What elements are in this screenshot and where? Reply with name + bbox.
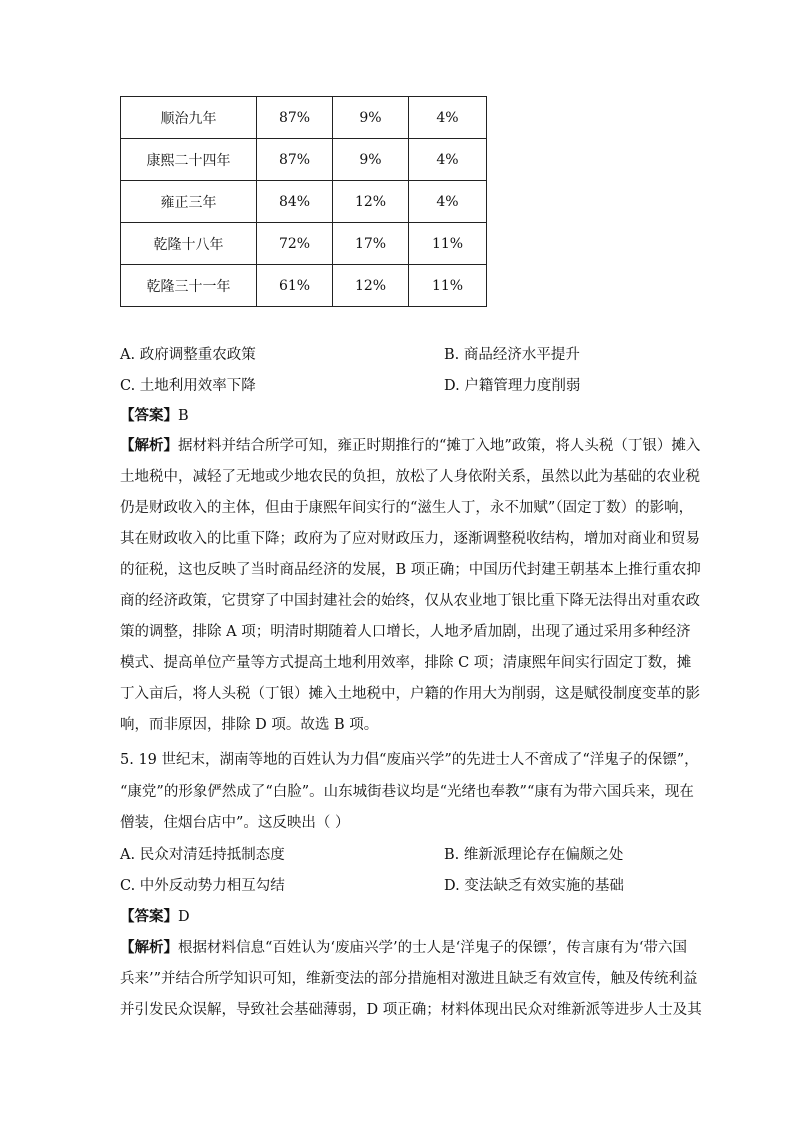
q4-option-b: B. 商品经济水平提升 <box>444 347 580 363</box>
table-cell: 11% <box>409 265 487 307</box>
table-cell: 12% <box>333 265 409 307</box>
q5-analysis-line <box>120 938 687 958</box>
table-cell: 72% <box>257 223 333 265</box>
table-cell: 4% <box>409 181 487 223</box>
q5-option-d: D. 变法缺乏有效实施的基础 <box>444 878 624 894</box>
q5-stem-line: 僧装，住烟台店中”。这反映出（ ） <box>120 815 350 831</box>
q5-analysis-line: 兵来’”并结合所学知识可知，维新变法的部分措施相对激进且缺乏有效宣传，触及传统利益 <box>120 971 698 987</box>
analysis-label: 【解析】 <box>120 939 178 956</box>
table-cell: 11% <box>409 223 487 265</box>
table-row <box>121 181 487 223</box>
table-cell: 顺治九年 <box>121 97 257 139</box>
q4-analysis-line: 响，而非原因，排除 D 项。故选 B 项。 <box>120 717 379 733</box>
tax-ratio-table <box>120 96 487 307</box>
q5-answer <box>120 907 190 927</box>
table-cell: 雍正三年 <box>121 181 257 223</box>
q4-analysis-line: 仍是财政收入的主体，但由于康熙年间实行的“滋生人丁，永不加赋”（固定丁数）的影响， <box>120 500 694 516</box>
q5-option-c: C. 中外反动势力相互勾结 <box>120 878 285 894</box>
q4-analysis-line <box>120 436 700 456</box>
table-cell: 康熙二十四年 <box>121 139 257 181</box>
q4-answer <box>120 406 189 426</box>
table-cell: 12% <box>333 181 409 223</box>
table-cell: 17% <box>333 223 409 265</box>
q5-option-a: A. 民众对清廷持抵制态度 <box>120 847 285 863</box>
q5-option-b: B. 维新派理论存在偏颇之处 <box>444 847 624 863</box>
q4-analysis-line: 土地税中，减轻了无地或少地农民的负担，放松了人身依附关系，虽然以此为基础的农业税 <box>120 469 700 485</box>
table-cell: 87% <box>257 97 333 139</box>
table-cell: 9% <box>333 139 409 181</box>
q4-analysis-line: 丁入亩后，将人头税（丁银）摊入土地税中，户籍的作用大为削弱，这是赋役制度变革的影 <box>120 686 700 702</box>
table-row <box>121 139 487 181</box>
table-cell: 61% <box>257 265 333 307</box>
answer-value: D <box>178 909 190 925</box>
q4-analysis-line: 其在财政收入的比重下降；政府为了应对财政压力，逐渐调整税收结构，增加对商业和贸易 <box>120 531 700 547</box>
table-row <box>121 265 487 307</box>
table-cell: 4% <box>409 97 487 139</box>
q4-option-a: A. 政府调整重农政策 <box>120 347 256 363</box>
analysis-text: 根据材料信息“百姓认为‘废庙兴学’的士人是‘洋鬼子的保镖’，传言康有为‘带六国 <box>178 940 687 956</box>
table-row <box>121 223 487 265</box>
table-cell: 87% <box>257 139 333 181</box>
q5-stem-line: 5. 19 世纪末，湖南等地的百姓认为力倡“废庙兴学”的先进士人不啻成了“洋鬼子的保镖”， <box>120 752 699 768</box>
q4-analysis-line: 的征税，这也反映了当时商品经济的发展，B 项正确；中国历代封建王朝基本上推行重农抑 <box>120 562 701 578</box>
q5-analysis-line: 并引发民众误解，导致社会基础薄弱，D 项正确；材料体现出民众对维新派等进步人士及其 <box>120 1002 702 1018</box>
analysis-text: 据材料并结合所学可知，雍正时期推行的“摊丁入地”政策，将人头税（丁银）摊入 <box>178 438 701 454</box>
q4-analysis-line: 策的调整，排除 A 项；明清时期随着人口增长，人地矛盾加剧，出现了通过采用多种经济 <box>120 624 691 640</box>
q4-analysis-line: 商的经济政策，它贯穿了中国封建社会的始终，仅从农业地丁银比重下降无法得出对重农政 <box>120 593 700 609</box>
table-cell: 84% <box>257 181 333 223</box>
answer-value: B <box>178 408 189 424</box>
table-cell: 乾隆十八年 <box>121 223 257 265</box>
q4-option-d: D. 户籍管理力度削弱 <box>444 378 581 394</box>
q4-analysis-line: 模式、提高单位产量等方式提高土地利用效率，排除 C 项；清康熙年间实行固定丁数，摊 <box>120 655 692 671</box>
table-row <box>121 97 487 139</box>
q4-option-c: C. 土地利用效率下降 <box>120 378 256 394</box>
answer-label: 【答案】 <box>120 407 178 424</box>
table-cell: 乾隆三十一年 <box>121 265 257 307</box>
analysis-label: 【解析】 <box>120 437 178 454</box>
q5-stem-line: “康党”的形象俨然成了“白脸”。山东城街巷议均是“光绪也奉教”“康有为带六国兵来，现在 <box>120 784 694 800</box>
table-cell: 9% <box>333 97 409 139</box>
answer-label: 【答案】 <box>120 908 178 925</box>
table-cell: 4% <box>409 139 487 181</box>
